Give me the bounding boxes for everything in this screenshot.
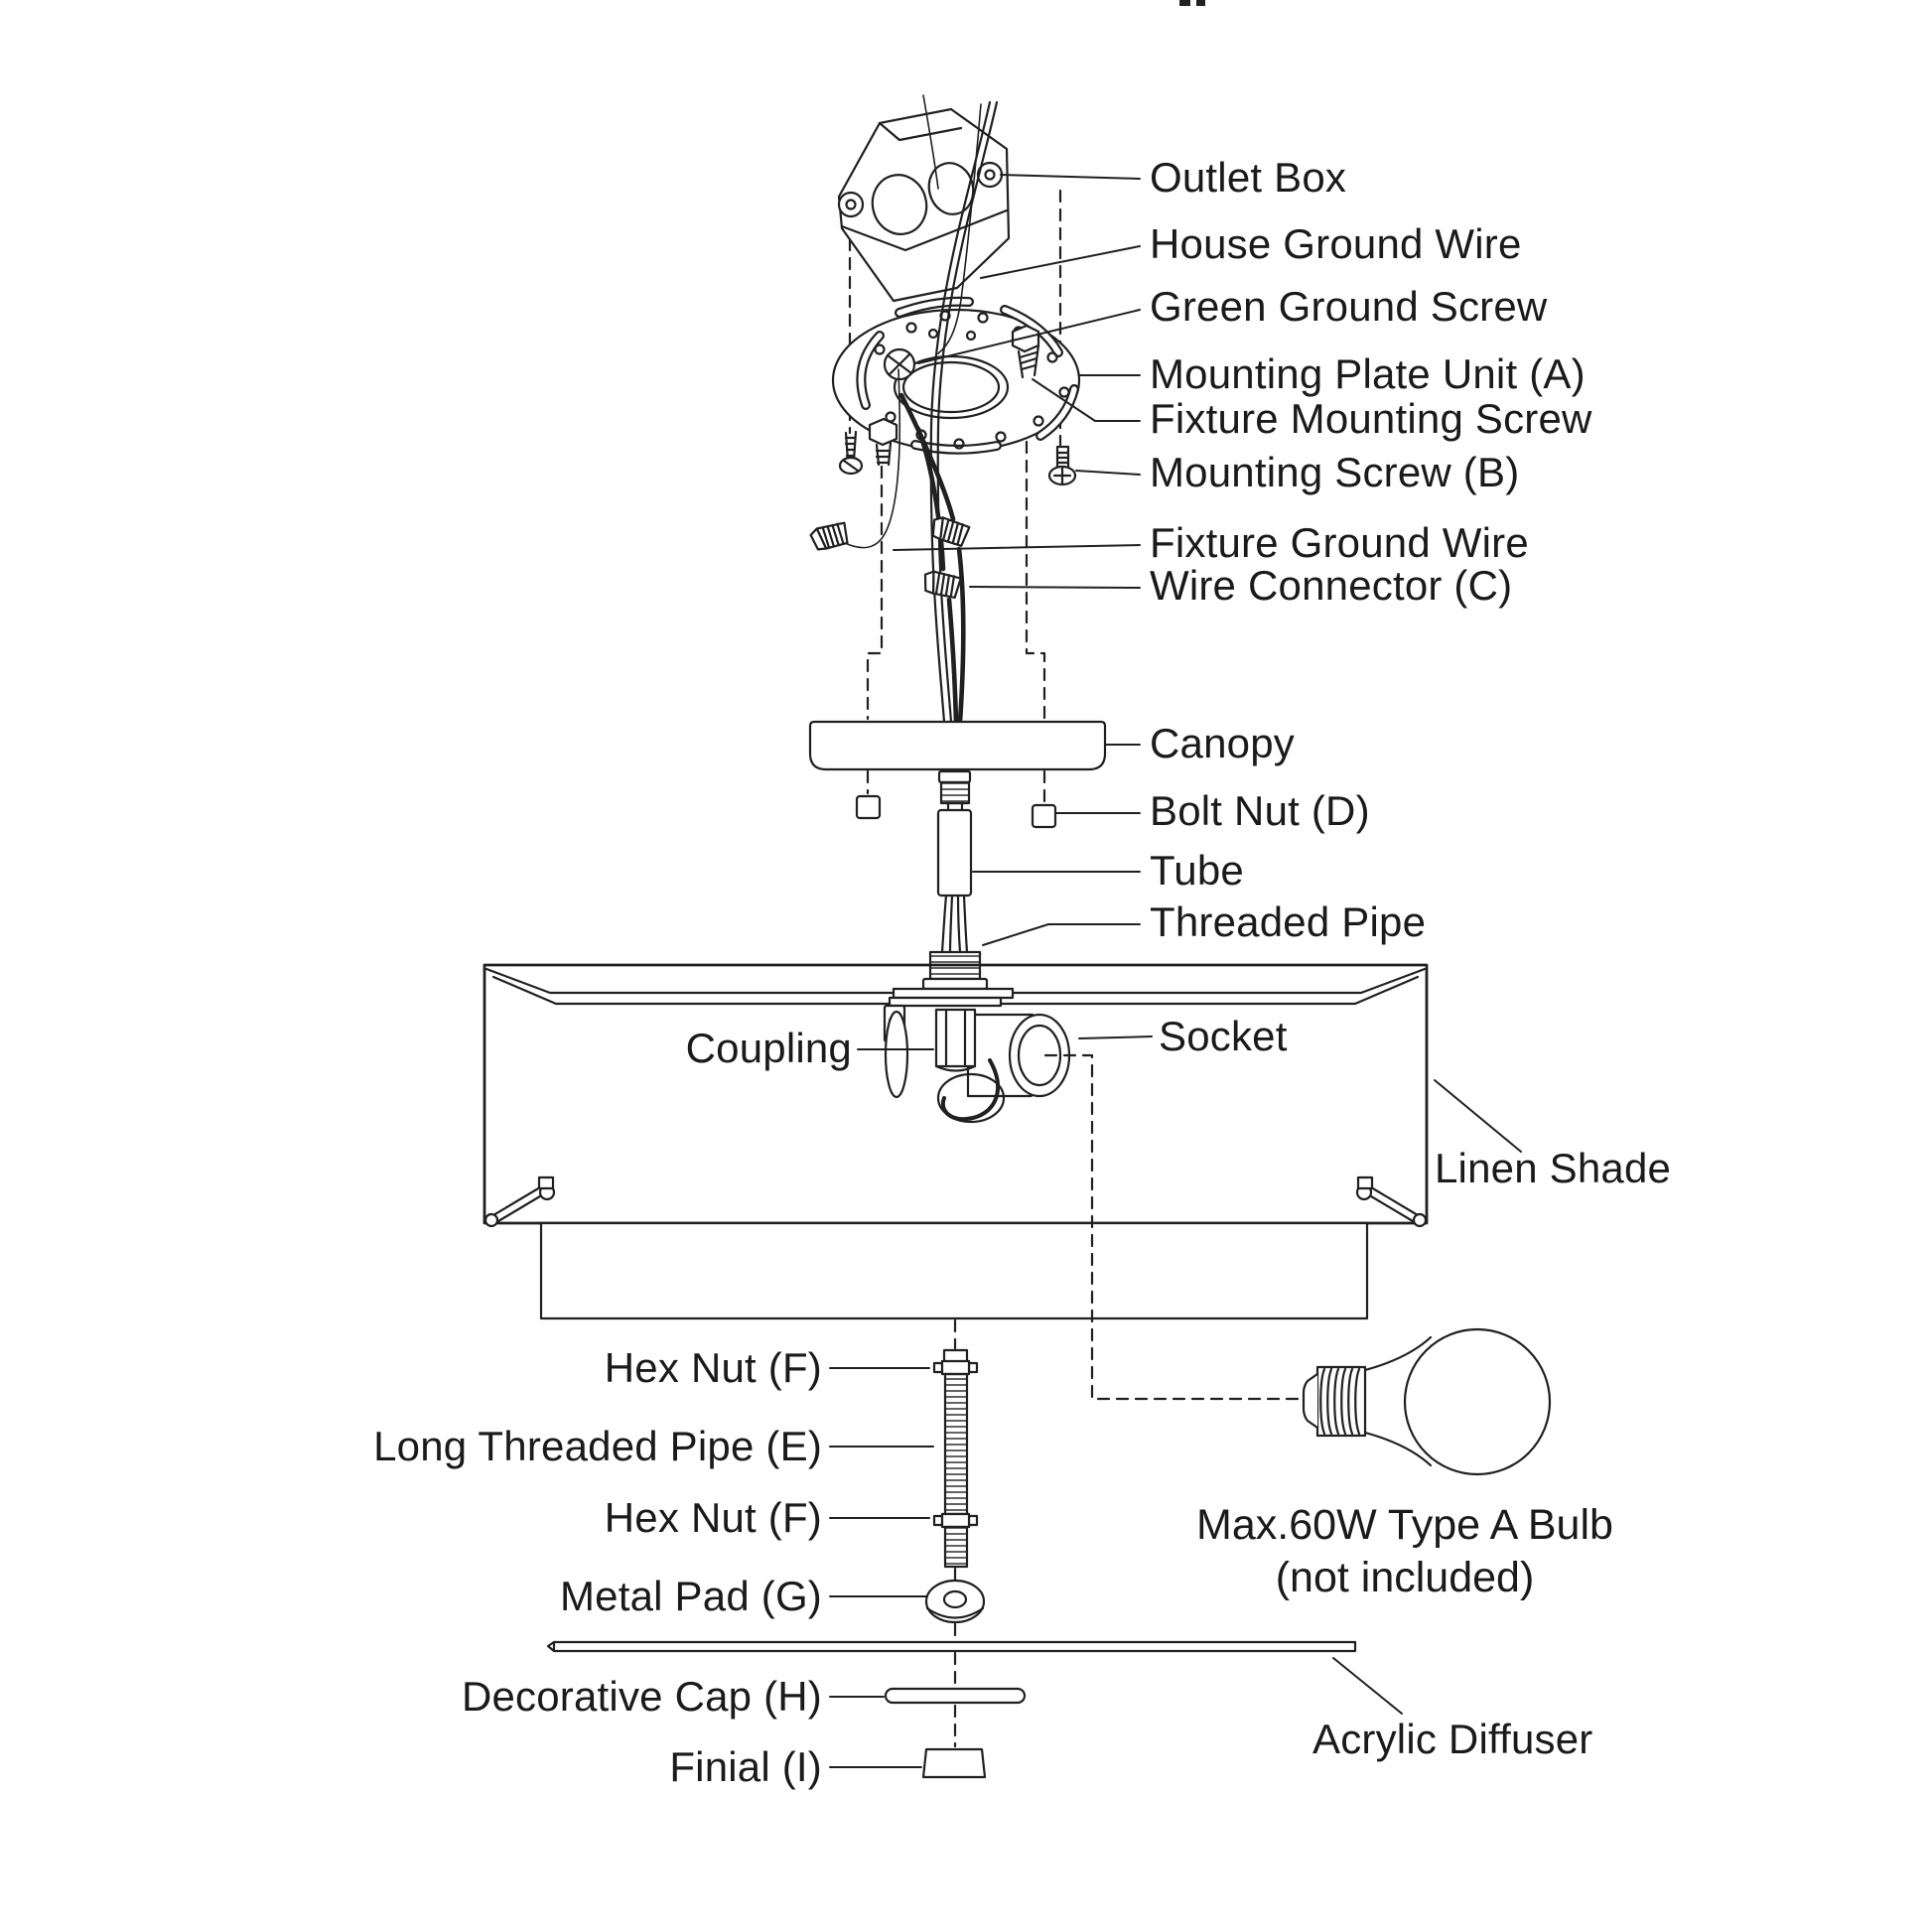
bulb-note-line1: Max.60W Type A Bulb (1196, 1501, 1613, 1549)
canopy-drawing (810, 722, 1105, 769)
label-fixture-mounting-screw: Fixture Mounting Screw (1150, 395, 1592, 442)
acrylic-diffuser-drawing (548, 1642, 1355, 1651)
bulb-drawing (1304, 1329, 1550, 1474)
label-wire-connector-c: Wire Connector (C) (1150, 562, 1513, 609)
label-bolt-nut-d: Bolt Nut (D) (1150, 787, 1370, 834)
hex-nut-top-drawing (934, 1361, 977, 1374)
bulb-note (1196, 1499, 1613, 1604)
decorative-cap-drawing (886, 1689, 1025, 1703)
label-decorative-cap-h: Decorative Cap (H) (461, 1673, 822, 1720)
shade-inner-panel (541, 1223, 1367, 1318)
label-outlet-box: Outlet Box (1150, 154, 1347, 201)
coupling-drawing (936, 1010, 975, 1071)
bulb-note-line2: (not included) (1275, 1554, 1535, 1601)
label-green-ground-screw: Green Ground Screw (1150, 283, 1548, 330)
label-coupling: Coupling (685, 1025, 852, 1071)
metal-pad-drawing (926, 1581, 984, 1622)
label-tube: Tube (1150, 847, 1244, 894)
label-socket: Socket (1159, 1013, 1288, 1059)
finial-drawing (923, 1749, 985, 1777)
label-long-threaded-pipe-e: Long Threaded Pipe (E) (373, 1423, 822, 1469)
label-mounting-plate-unit: Mounting Plate Unit (A) (1150, 350, 1586, 397)
stem-drawing (938, 771, 971, 952)
hex-nut-bottom-drawing (934, 1514, 977, 1527)
label-canopy: Canopy (1150, 720, 1295, 766)
wire-connectors-drawing (809, 516, 970, 599)
label-hex-nut-f-top: Hex Nut (F) (604, 1344, 822, 1391)
label-finial-i: Finial (I) (669, 1743, 822, 1790)
label-threaded-pipe: Threaded Pipe (1150, 898, 1427, 945)
tube-drawing (938, 810, 971, 896)
label-mounting-screw-b: Mounting Screw (B) (1150, 449, 1520, 495)
label-hex-nut-f-bottom: Hex Nut (F) (604, 1494, 822, 1541)
green-ground-screw-drawing (885, 349, 914, 379)
long-threaded-pipe-drawing (945, 1374, 967, 1514)
mounting-screw-b-drawing (1049, 447, 1075, 484)
top-crop-artifact (1179, 0, 1205, 6)
label-linen-shade: Linen Shade (1435, 1145, 1672, 1191)
label-metal-pad-g: Metal Pad (G) (559, 1573, 822, 1619)
label-acrylic-diffuser: Acrylic Diffuser (1312, 1716, 1593, 1762)
label-house-ground-wire: House Ground Wire (1150, 220, 1522, 267)
outlet-box-drawing (839, 109, 1009, 301)
label-fixture-ground-wire: Fixture Ground Wire (1150, 519, 1529, 566)
hardware-column-drawing (926, 1350, 984, 1622)
